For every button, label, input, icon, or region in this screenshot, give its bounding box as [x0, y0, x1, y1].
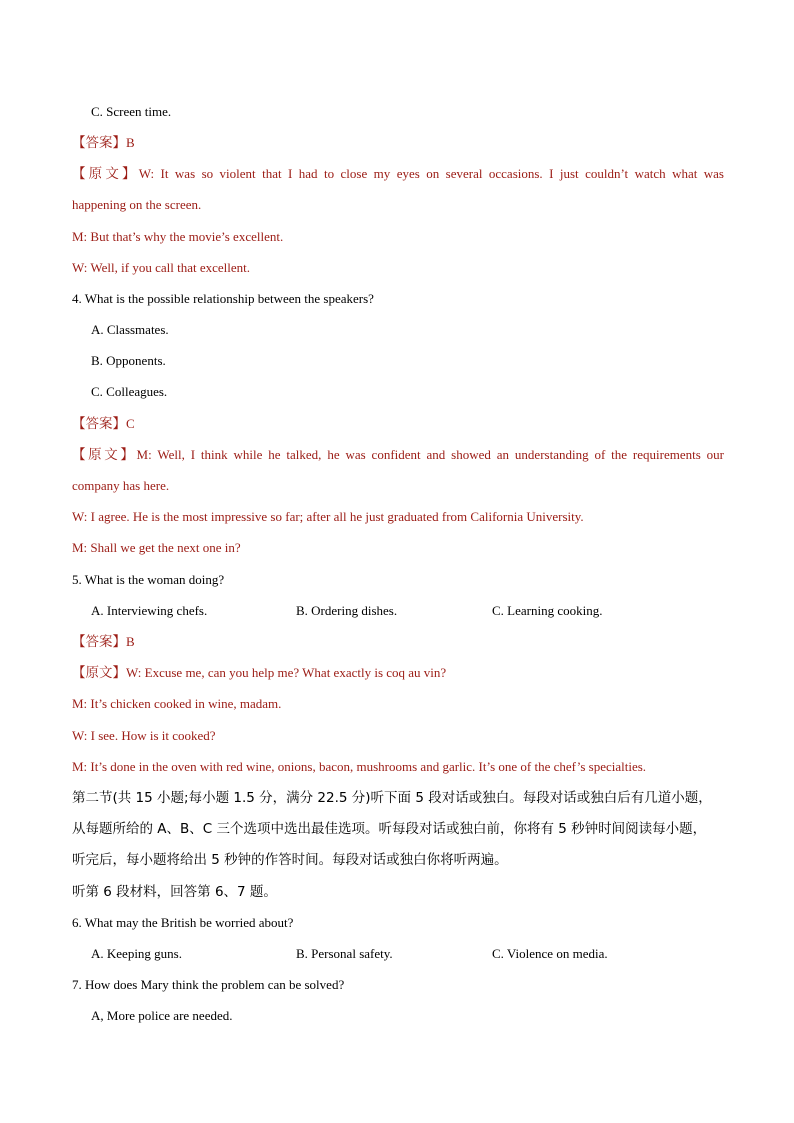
q3-answer — [72, 135, 135, 151]
q5-option-a: A. Interviewing chefs. — [91, 603, 208, 618]
answer-tag: 【答案】 — [72, 634, 126, 650]
q7-option-a: A, More police are needed. — [91, 1008, 233, 1023]
q4-option-b: B. Opponents. — [91, 353, 166, 368]
q5-answer — [72, 634, 135, 650]
q4-transcript-m2: M: Shall we get the next one in? — [72, 540, 241, 555]
q3-transcript-m1: M: But that’s why the movie’s excellent. — [72, 229, 284, 244]
q5-transcript-m1: M: It’s chicken cooked in wine, madam. — [72, 696, 282, 711]
q5-option-b: B. Ordering dishes. — [296, 603, 398, 618]
material-6-heading: 听第 6 段材料，回答第 6、7 题。 — [72, 884, 277, 900]
q4-transcript-m1: 【原文】M: Well, I think while he talked, he was confident and showed an understanding of the requirements our — [72, 447, 725, 463]
transcript-tag: 【原文】 — [72, 447, 137, 463]
transcript-tag: 【原文】 — [72, 166, 139, 182]
q3-transcript-w1: 【原文】W: It was so violent that I had to close my eyes on several occasions. I just couldn’t watch what was — [72, 166, 724, 182]
q4-transcript-m1-cont: company has here. — [72, 478, 170, 493]
answer-tag: 【答案】 — [72, 135, 126, 151]
q3-option-c: C. Screen time. — [91, 104, 172, 119]
q5-transcript-m2: M: It’s done in the oven with red wine, onions, bacon, mushrooms and garlic. It’s one of the chef’s specialties. — [72, 759, 647, 774]
q6-question: 6. What may the British be worried about? — [72, 915, 294, 930]
q5-option-c: C. Learning cooking. — [492, 603, 603, 618]
q4-question: 4. What is the possible relationship between the speakers? — [72, 291, 374, 306]
q4-answer — [72, 416, 135, 432]
section2-instructions-line1: 第二节(共 15 小题;每小题 1.5 分，满分 22.5 分)听下面 5 段对话或独白。每段对话或独白后有几道小题， — [72, 790, 712, 806]
q7-question: 7. How does Mary think the problem can be solved? — [72, 977, 345, 992]
answer-value: B — [126, 135, 135, 150]
q5-question: 5. What is the woman doing? — [72, 572, 225, 587]
q4-transcript-w1: W: I agree. He is the most impressive so far; after all he just graduated from California University. — [72, 509, 584, 524]
q6-option-b: B. Personal safety. — [296, 946, 393, 961]
q5-transcript-w2: W: I see. How is it cooked? — [72, 728, 216, 743]
q4-option-c: C. Colleagues. — [91, 384, 168, 399]
answer-value: B — [126, 634, 135, 649]
q4-option-a: A. Classmates. — [91, 322, 169, 337]
transcript-tag: 【原文】 — [72, 665, 126, 681]
q3-transcript-w1-cont: happening on the screen. — [72, 197, 202, 212]
q5-transcript-w1: 【原文】W: Excuse me, can you help me? What exactly is coq au vin? — [72, 665, 447, 681]
answer-tag: 【答案】 — [72, 416, 126, 432]
q6-option-a: A. Keeping guns. — [91, 946, 182, 961]
section2-instructions-line3: 听完后，每小题将给出 5 秒钟的作答时间。每段对话或独白你将听两遍。 — [72, 852, 508, 868]
answer-value: C — [126, 416, 135, 431]
q3-transcript-w2: W: Well, if you call that excellent. — [72, 260, 251, 275]
section2-instructions-line2: 从每题所给的 A、B、C 三个选项中选出最佳选项。听每段对话或独白前，你将有 5 秒钟时间阅读每小题， — [72, 821, 707, 837]
q6-option-c: C. Violence on media. — [492, 946, 608, 961]
